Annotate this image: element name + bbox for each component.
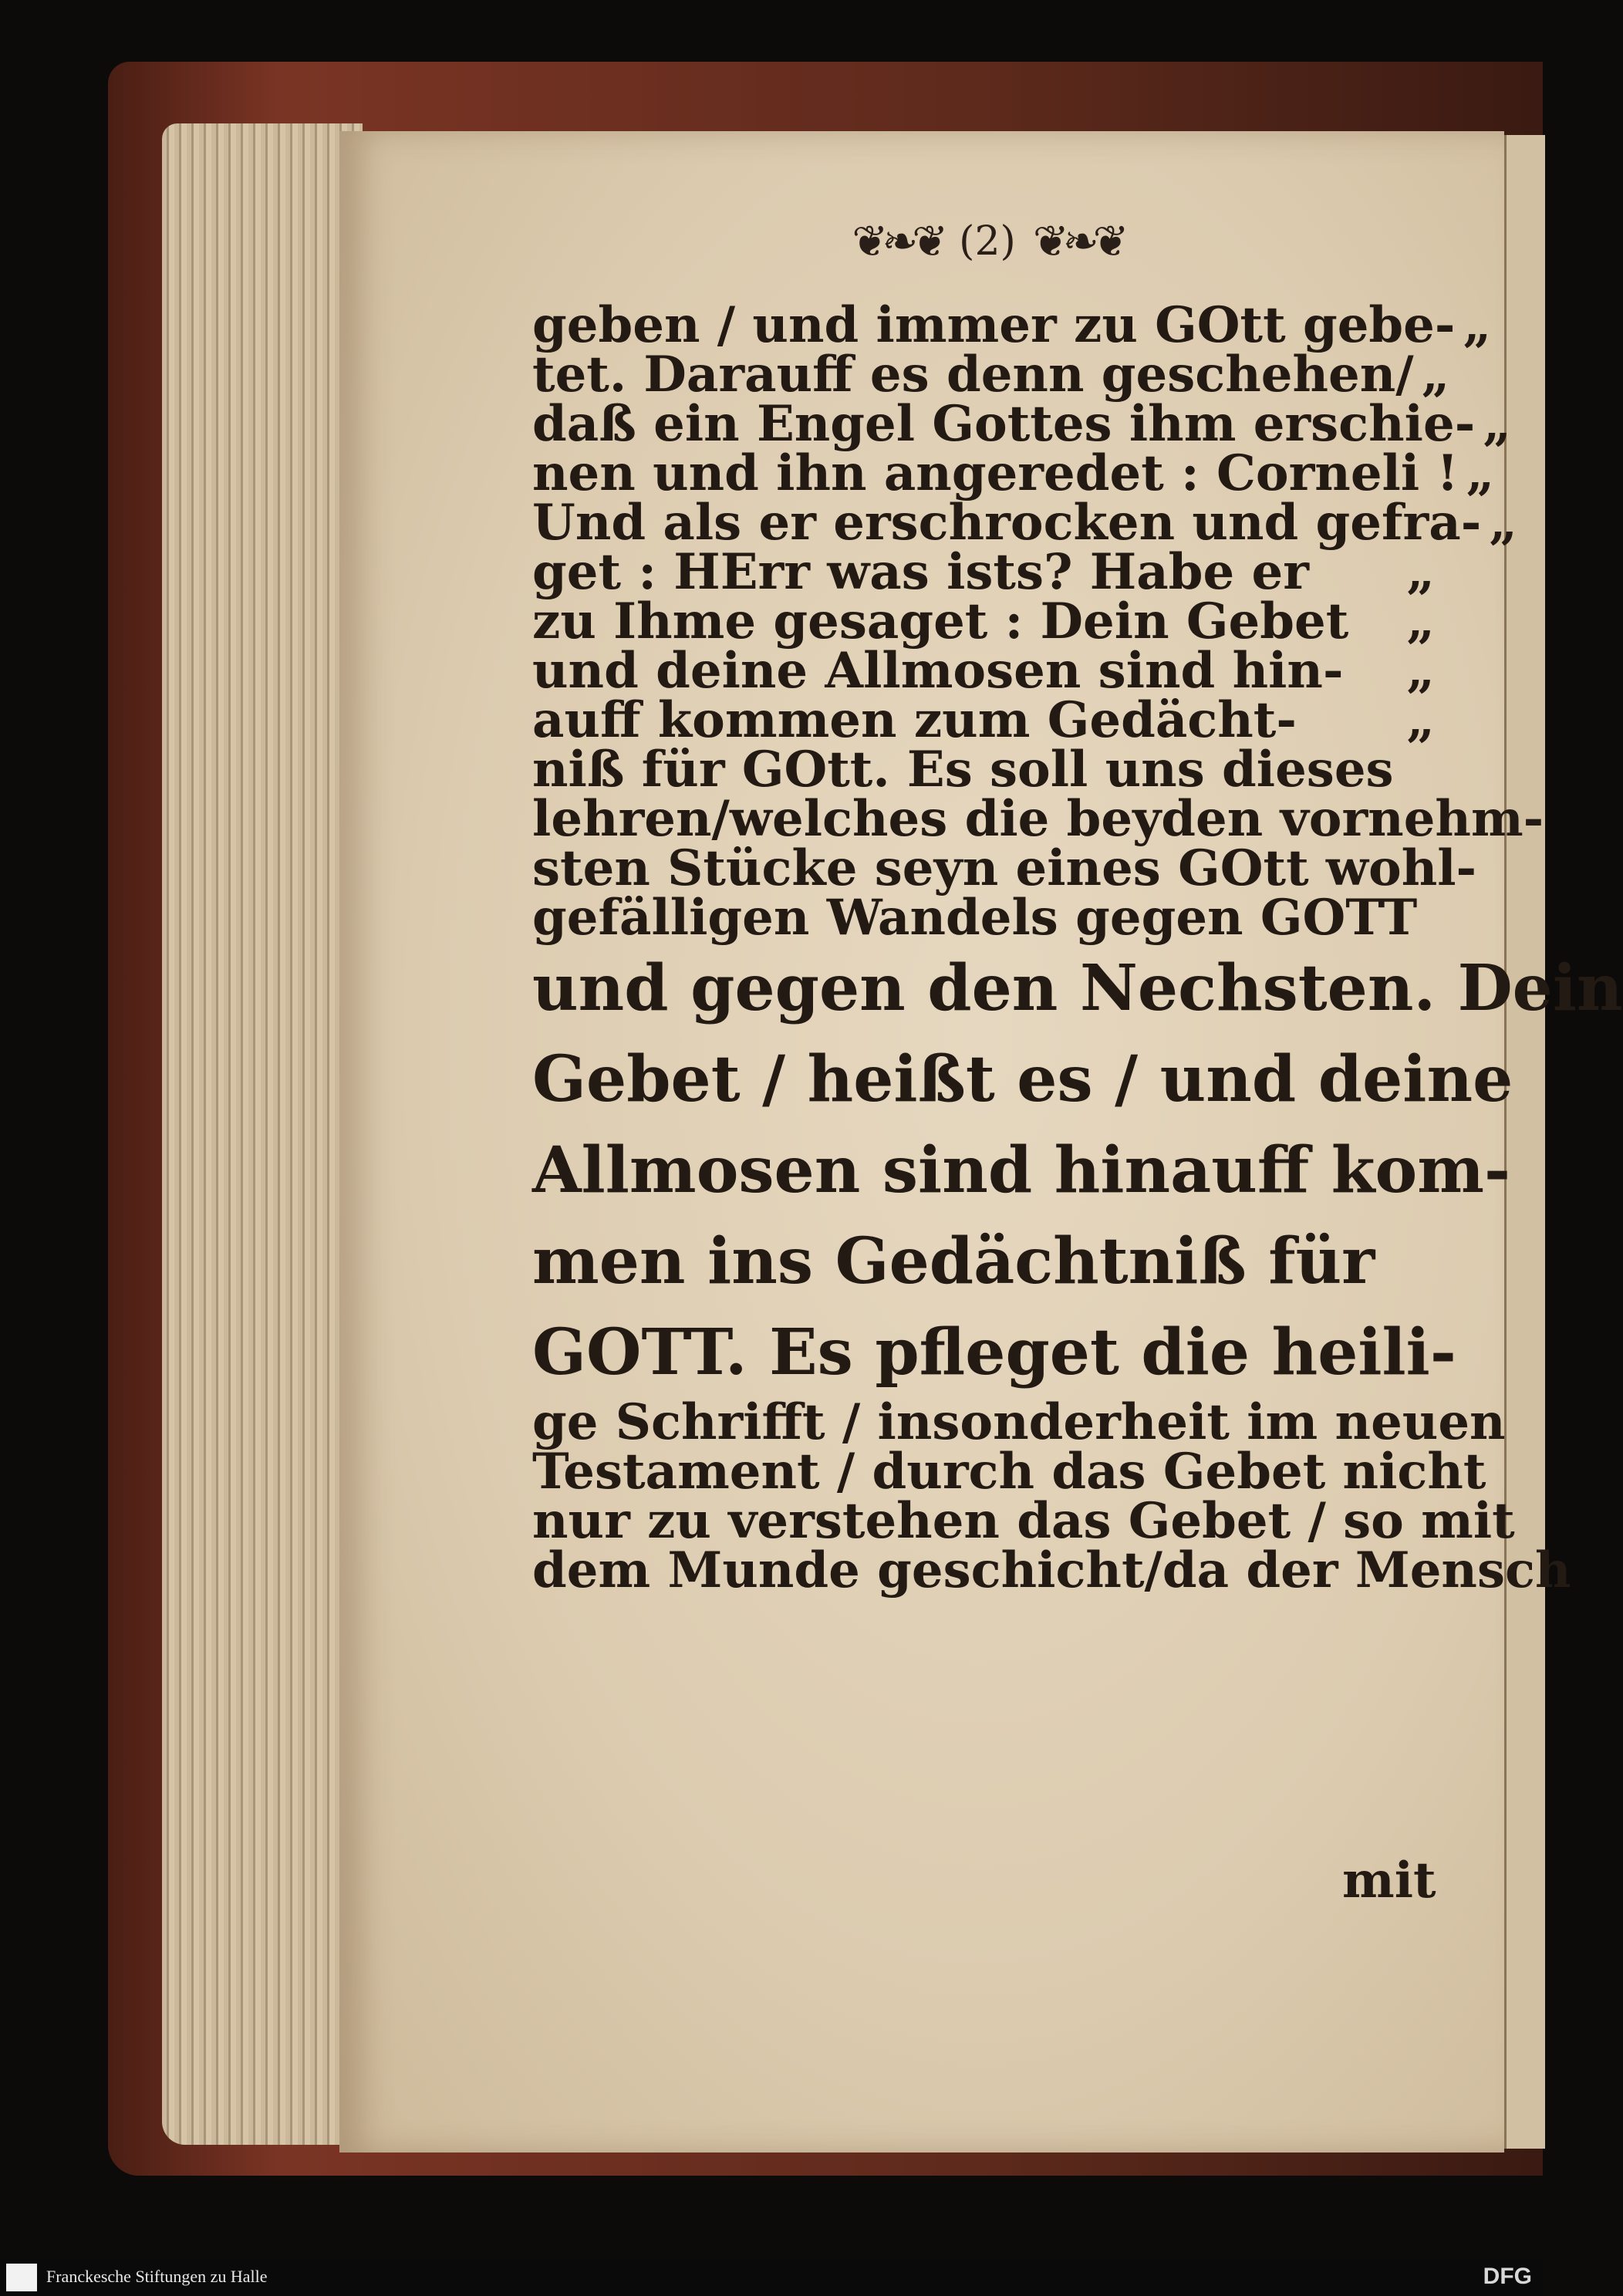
text-line: nur zu verstehen das Gebet / so mit <box>532 1492 1515 1550</box>
text-line: sten Stücke seyn eines GOtt wohl- <box>532 839 1477 897</box>
ornament-left-icon: ❦❧❦ <box>852 216 943 267</box>
catchword: mit <box>1342 1852 1436 1909</box>
text-line: ge Schrifft / insonderheit im neuen <box>532 1393 1506 1451</box>
text-line: dem Munde geschicht/da der Mensch <box>532 1541 1571 1599</box>
funder-logo: DFG <box>1483 2264 1532 2289</box>
institution-name: Franckesche Stiftungen zu Halle <box>46 2267 268 2286</box>
text-line-large: Gebet / heißt es / und deine <box>532 1042 1513 1116</box>
page-edges <box>162 123 363 2145</box>
text-line-large: men ins Gedächtniß für <box>532 1224 1375 1298</box>
text-line: auff kommen zum Gedächt- „ <box>532 691 1435 749</box>
text-line: zu Ihme gesaget : Dein Gebet „ <box>532 593 1435 650</box>
page-number: (2) <box>959 218 1016 265</box>
viewer-footer <box>0 2259 1543 2296</box>
text-line: gefälligen Wandels gegen GOTT <box>532 889 1418 947</box>
text-line-large: GOTT. Es pfleget die heili- <box>532 1315 1456 1389</box>
text-line-large: und gegen den Nechsten. Dein <box>532 951 1623 1025</box>
text-line: tet. Darauff es denn geschehen/ „ <box>532 346 1450 403</box>
text-line: get : HErr was ists? Habe er „ <box>532 543 1435 601</box>
text-line: lehren/welches die beyden vornehm- <box>532 790 1544 848</box>
page-header <box>802 207 1173 276</box>
text-line: daß ein Engel Gottes ihm erschie- „ <box>532 395 1512 453</box>
institution-logo-icon <box>6 2264 37 2291</box>
text-line: Und als er erschrocken und gefra- „ <box>532 494 1518 552</box>
ornament-right-icon: ❦❧❦ <box>1032 216 1123 267</box>
text-line: nen und ihn angeredet : Corneli ! „ <box>532 444 1495 502</box>
text-line: geben / und immer zu GOtt gebe- „ <box>532 296 1492 354</box>
body-text <box>532 296 1623 1599</box>
text-line: Testament / durch das Gebet nicht <box>532 1443 1486 1501</box>
text-line: niß für GOtt. Es soll uns dieses <box>532 741 1394 799</box>
text-line: und deine Allmosen sind hin- „ <box>532 642 1435 700</box>
text-line-large: Allmosen sind hinauff kom- <box>532 1133 1510 1207</box>
